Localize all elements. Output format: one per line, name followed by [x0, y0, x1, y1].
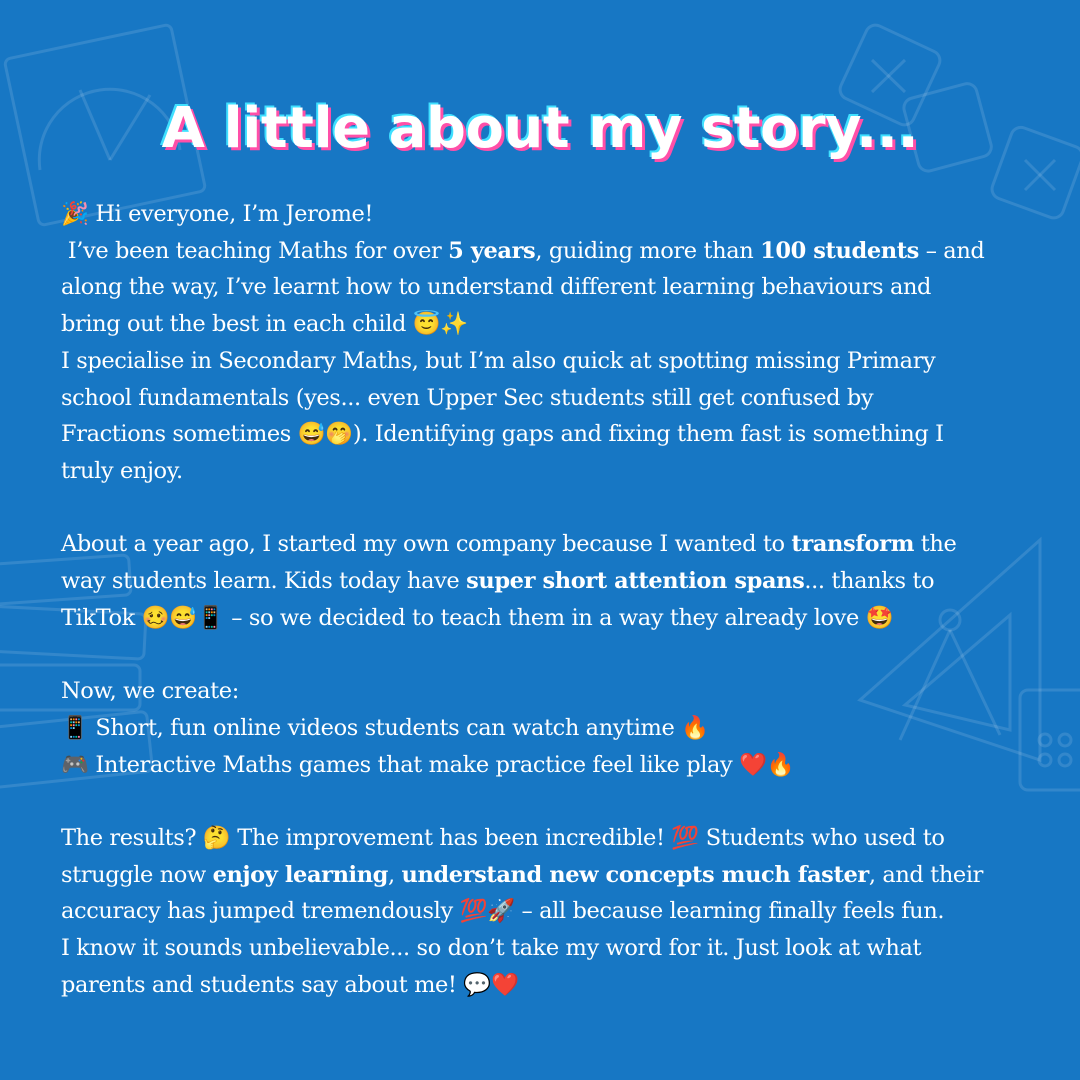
text-segment: struggle now: [61, 861, 213, 888]
text-segment: I know it sounds unbelievable... so don’t take my word for it. Just look at what: [61, 935, 922, 962]
text-segment: along the way, I’ve learnt how to understand different learning behaviours and: [61, 274, 932, 301]
text-segment: , and their: [868, 861, 983, 888]
story-line: [61, 306, 1021, 343]
highlight-text: enjoy learning: [212, 861, 388, 888]
story-line: [61, 343, 1021, 380]
story-line: [61, 820, 1021, 857]
text-segment: – and: [918, 237, 985, 264]
paragraph-gap: [61, 783, 1021, 820]
text-segment: Fractions sometimes 😅🤭). Identifying gaps and fixing them fast is something I: [61, 421, 944, 448]
story-line: [61, 600, 1021, 637]
story-line: [61, 967, 1021, 1004]
story-body: [61, 196, 1021, 1003]
text-segment: bring out the best in each child 😇✨: [61, 311, 468, 338]
text-segment: The results? 🤔 The improvement has been incredible! 💯 Students who used to: [61, 824, 945, 851]
story-line: [61, 857, 1021, 894]
text-segment: accuracy has jumped tremendously 💯🚀 – all because learning finally feels fun.: [61, 898, 945, 925]
text-segment: way students learn. Kids today have: [61, 568, 467, 595]
text-segment: parents and students say about me! 💬❤️: [61, 971, 519, 998]
story-line: [61, 269, 1021, 306]
story-line: [61, 893, 1021, 930]
text-segment: 🎮 Interactive Maths games that make practice feel like play ❤️🔥: [61, 751, 795, 778]
story-line: [61, 233, 1021, 270]
text-segment: About a year ago, I started my own company because I wanted to: [61, 531, 792, 558]
highlight-text: transform: [791, 531, 914, 558]
calculator-icon: [1020, 690, 1080, 790]
story-line: [61, 563, 1021, 600]
highlight-text: super short attention spans: [466, 568, 805, 595]
story-line: [61, 453, 1021, 490]
text-segment: I’ve been teaching Maths for over: [61, 237, 449, 264]
highlight-text: 5 years: [448, 237, 536, 264]
text-segment: truly enjoy.: [61, 457, 183, 484]
story-line: [61, 930, 1021, 967]
text-segment: 📱 Short, fun online videos students can watch anytime 🔥: [61, 714, 709, 741]
story-line: [61, 526, 1021, 563]
story-line: [61, 416, 1021, 453]
text-segment: I specialise in Secondary Maths, but I’m also quick at spotting missing Primary: [61, 347, 936, 374]
story-line: [61, 710, 1021, 747]
story-line: [61, 673, 1021, 710]
highlight-text: 100 students: [760, 237, 919, 264]
text-segment: TikTok 🥴😅📱 – so we decided to teach them in a way they already love 🤩: [61, 604, 894, 631]
text-segment: school fundamentals (yes... even Upper Sec students still get confused by: [61, 384, 874, 411]
story-line: [61, 196, 1021, 233]
text-segment: ,: [387, 861, 402, 888]
text-segment: ... thanks to: [804, 568, 935, 595]
page-title: A little about my story...: [161, 96, 919, 161]
paragraph-gap: [61, 490, 1021, 527]
text-segment: , guiding more than: [535, 237, 761, 264]
text-segment: the: [913, 531, 957, 558]
text-segment: Now, we create:: [61, 678, 239, 705]
story-line: [61, 380, 1021, 417]
story-line: [61, 747, 1021, 784]
highlight-text: understand new concepts much faster: [401, 861, 869, 888]
text-segment: 🎉 Hi everyone, I’m Jerome!: [61, 201, 374, 227]
paragraph-gap: [61, 636, 1021, 673]
